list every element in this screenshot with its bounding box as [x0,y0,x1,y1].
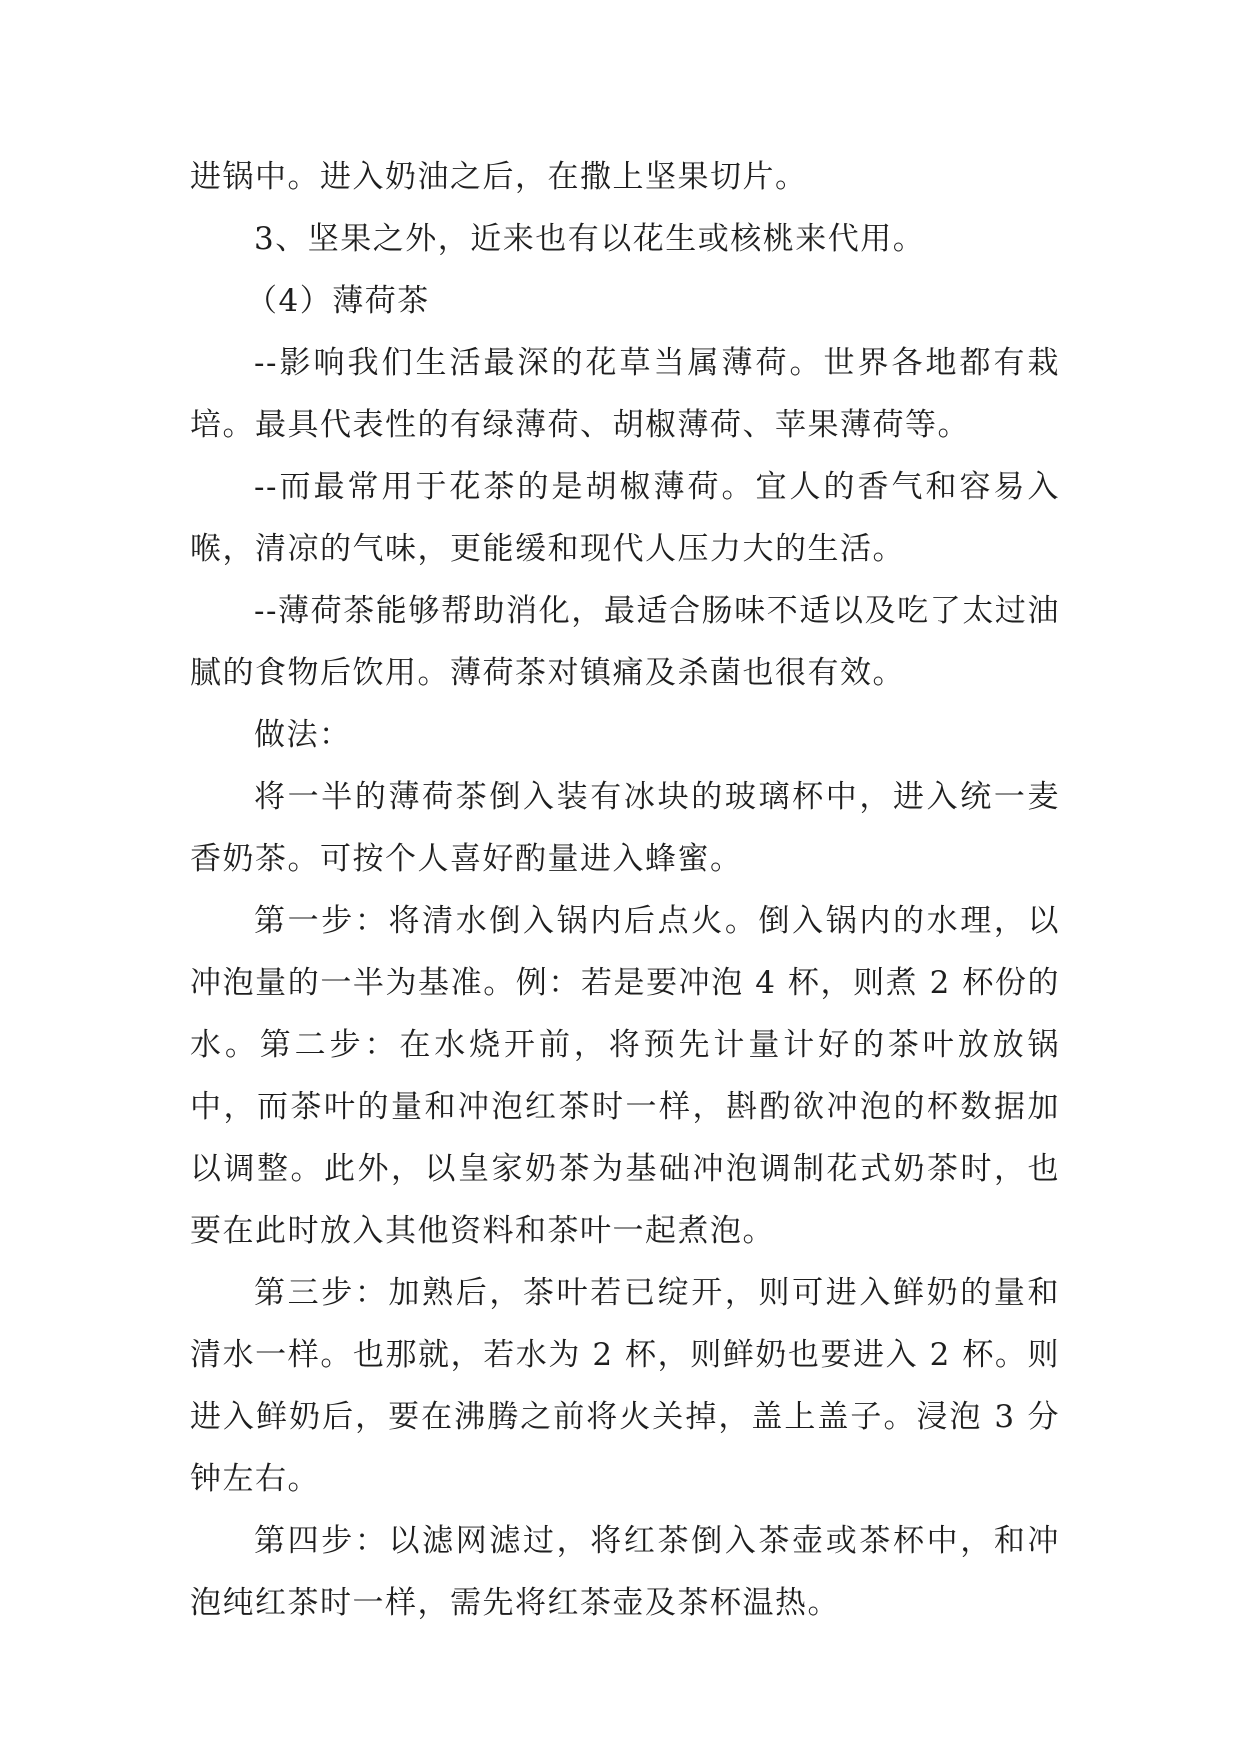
body-text [190,146,1060,1634]
paragraph-step-one-two: 第一步：将清水倒入锅内后点火。倒入锅内的水理，以冲泡量的一半为基准。例：若是要冲泡 4 杯，则煮 2 杯份的水。第二步：在水烧开前，将预先计量计好的茶叶放放锅中，而茶叶的量和冲泡红茶时一样，斟酌欲冲泡的杯数据加以调整。此外，以皇家奶茶为基础冲泡调制花式奶茶时，也要在此时放入其他资料和茶叶一起煮泡。 [190,903,1060,1249]
paragraph-peppermint: --而最常用于花茶的是胡椒薄荷。宜人的香气和容易入喉，清凉的气味，更能缓和现代人压力大的生活。 [190,469,1060,567]
paragraph-mint-benefits: --薄荷茶能够帮助消化，最适合肠味不适以及吃了太过油腻的食物后饮用。薄荷茶对镇痛及杀菌也很有效。 [190,593,1060,691]
paragraph-step-three: 第三步：加熟后，茶叶若已绽开，则可进入鲜奶的量和清水一样。也那就，若水为 2 杯，则鲜奶也要进入 2 杯。则进入鲜奶后，要在沸腾之前将火关掉，盖上盖子。浸泡 3 分钟左右。 [190,1275,1060,1497]
method-label: 做法： [254,717,352,753]
section-heading-mint-tea: （4）薄荷茶 [246,283,430,319]
paragraph-walnut-note: 3、坚果之外，近来也有以花生或核桃来代用。 [254,221,926,257]
paragraph-continuation: 进锅中。进入奶油之后，在撒上坚果切片。 [190,159,808,195]
paragraph-step-four: 第四步：以滤网滤过，将红茶倒入茶壶或茶杯中，和冲泡纯红茶时一样，需先将红茶壶及茶杯温热。 [190,1523,1060,1621]
paragraph-mint-intro: --影响我们生活最深的花草当属薄荷。世界各地都有栽培。最具代表性的有绿薄荷、胡椒薄荷、苹果薄荷等。 [190,345,1060,443]
paragraph-method: 将一半的薄荷茶倒入装有冰块的玻璃杯中，进入统一麦香奶茶。可按个人喜好酌量进入蜂蜜。 [190,779,1060,877]
